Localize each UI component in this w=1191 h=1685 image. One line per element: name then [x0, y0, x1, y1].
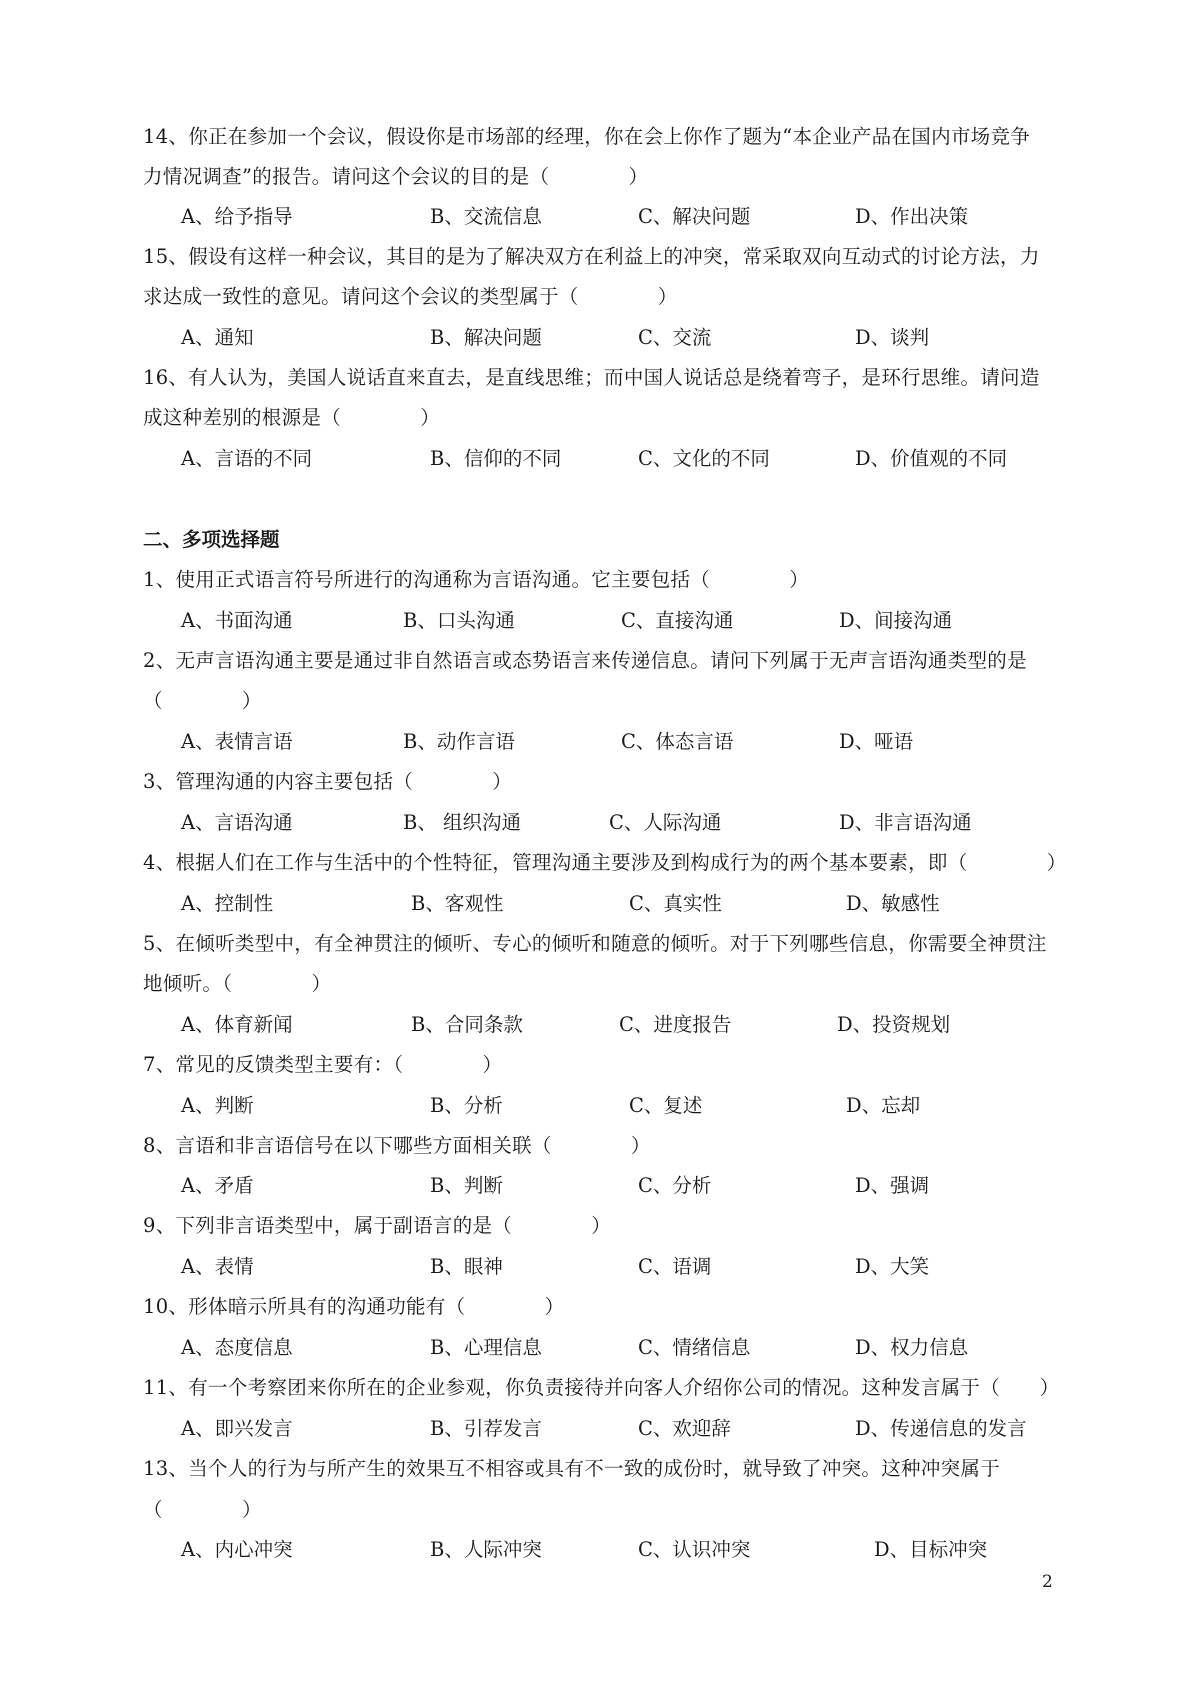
page-number: 2: [1042, 1572, 1053, 1592]
option-c: C、情绪信息: [638, 1336, 751, 1359]
option-b: B、动作言语: [403, 730, 515, 753]
question-14-options: [143, 197, 1063, 237]
question-options: [143, 1086, 1063, 1126]
question-stem: 2、无声言语沟通主要是通过非自然语言或态势语言来传递信息。请问下列属于无声言语沟通类型的是: [143, 649, 1027, 672]
option-d: D、谈判: [855, 326, 930, 349]
option-c: C、欢迎辞: [638, 1417, 731, 1440]
option-a: A、内心冲突: [181, 1538, 293, 1561]
option-b: B、解决问题: [430, 326, 542, 349]
question-stem: 9、下列非言语类型中，属于副语言的是（ ）: [143, 1214, 612, 1237]
option-b: B、眼神: [430, 1255, 503, 1278]
question-14-stem-line-2: 力情况调查”的报告。请问这个会议的目的是（ ）: [143, 165, 649, 188]
question-16-options: [143, 439, 1063, 479]
option-d: D、间接沟通: [839, 609, 953, 632]
option-c: C、人际沟通: [609, 811, 722, 834]
question-16-stem-line-1: 16、有人认为，美国人说话直来直去，是直线思维；而中国人说话总是绕着弯子，是环行思维。请问造: [143, 366, 1040, 389]
option-c: C、文化的不同: [638, 447, 770, 470]
option-a: A、表情: [181, 1255, 254, 1278]
option-a: A、表情言语: [181, 730, 293, 753]
option-b: B、人际冲突: [430, 1538, 542, 1561]
question-stem: 13、当个人的行为与所产生的效果互不相容或具有不一致的成份时，就导致了冲突。这种冲突属于: [143, 1457, 1001, 1480]
option-d: D、价值观的不同: [855, 447, 1008, 470]
question-stem: 10、形体暗示所具有的沟通功能有（ ）: [143, 1295, 565, 1318]
option-b: B、判断: [430, 1174, 503, 1197]
option-a: A、判断: [181, 1094, 254, 1117]
option-a: A、体育新闻: [181, 1013, 293, 1036]
option-c: C、解决问题: [638, 205, 751, 228]
option-d: D、哑语: [839, 730, 914, 753]
option-d: D、权力信息: [855, 1336, 969, 1359]
question-options: [143, 1247, 1063, 1287]
question-stem: 8、言语和非言语信号在以下哪些方面相关联（ ）: [143, 1134, 651, 1157]
option-a: A、通知: [181, 326, 254, 349]
question-stem: 1、使用正式语言符号所进行的沟通称为言语沟通。它主要包括（ ）: [143, 568, 810, 591]
question-options: [143, 1409, 1063, 1449]
option-b: B、交流信息: [430, 205, 542, 228]
option-c: C、直接沟通: [621, 609, 734, 632]
option-c: C、复述: [629, 1094, 703, 1117]
question-15-options: [143, 318, 1063, 358]
option-d: D、投资规划: [837, 1013, 951, 1036]
option-d: D、传递信息的发言: [855, 1417, 1027, 1440]
question-15-stem-line-1: 15、假设有这样一种会议，其目的是为了解决双方在利益上的冲突，常采取双向互动式的讨论方法，力: [143, 245, 1040, 268]
option-c: C、语调: [638, 1255, 712, 1278]
question-options: [143, 1005, 1063, 1045]
option-b: B、信仰的不同: [430, 447, 562, 470]
option-a: A、控制性: [181, 892, 274, 915]
option-d: D、敏感性: [846, 892, 940, 915]
section-title: 二、多项选择题: [143, 528, 280, 551]
question-16-stem-line-2: 成这种差别的根源是（ ）: [143, 406, 441, 429]
option-b: B、引荐发言: [430, 1417, 542, 1440]
option-d: D、大笑: [855, 1255, 930, 1278]
question-options: [143, 803, 1063, 843]
question-options: [143, 1530, 1063, 1570]
question-options: [143, 722, 1063, 762]
question-options: [143, 1328, 1063, 1368]
option-b: B、口头沟通: [403, 609, 515, 632]
option-a: A、言语的不同: [181, 447, 313, 470]
option-d: D、目标冲突: [874, 1538, 988, 1561]
question-stem: 11、有一个考察团来你所在的企业参观，你负责接待并向客人介绍你公司的情况。这种发言属于（ ）: [143, 1376, 1060, 1399]
option-d: D、非言语沟通: [839, 811, 972, 834]
question-options: [143, 1166, 1063, 1206]
option-d: D、强调: [855, 1174, 930, 1197]
option-c: C、进度报告: [619, 1013, 732, 1036]
question-options: [143, 884, 1063, 924]
option-b: B、合同条款: [411, 1013, 523, 1036]
question-stem-line-2: 地倾听。（ ）: [143, 972, 332, 995]
option-d: D、作出决策: [855, 205, 969, 228]
question-stem-line-2: （ ）: [143, 1498, 262, 1521]
option-a: A、给予指导: [181, 205, 293, 228]
option-c: C、认识冲突: [638, 1538, 751, 1561]
option-b: B、心理信息: [430, 1336, 542, 1359]
option-b: B、 组织沟通: [403, 811, 522, 834]
option-a: A、言语沟通: [181, 811, 293, 834]
option-a: A、态度信息: [181, 1336, 293, 1359]
option-a: A、矛盾: [181, 1174, 254, 1197]
option-a: A、即兴发言: [181, 1417, 293, 1440]
option-c: C、真实性: [629, 892, 722, 915]
question-stem: 7、常见的反馈类型主要有：（ ）: [143, 1053, 503, 1076]
question-stem: 4、根据人们在工作与生活中的个性特征，管理沟通主要涉及到构成行为的两个基本要素，即（ ）: [143, 851, 1067, 874]
option-c: C、分析: [638, 1174, 712, 1197]
question-stem: 3、管理沟通的内容主要包括（ ）: [143, 770, 513, 793]
question-14-stem-line-1: 14、你正在参加一个会议，假设你是市场部的经理，你在会上你作了题为“本企业产品在国内市场竞争: [143, 125, 1031, 148]
option-c: C、交流: [638, 326, 712, 349]
question-options: [143, 601, 1063, 641]
option-b: B、分析: [430, 1094, 503, 1117]
option-c: C、体态言语: [621, 730, 734, 753]
option-a: A、书面沟通: [181, 609, 293, 632]
question-15-stem-line-2: 求达成一致性的意见。请问这个会议的类型属于（ ）: [143, 285, 678, 308]
question-stem: 5、在倾听类型中，有全神贯注的倾听、专心的倾听和随意的倾听。对于下列哪些信息，你需要全神贯注: [143, 932, 1047, 955]
option-b: B、客观性: [411, 892, 504, 915]
option-d: D、忘却: [846, 1094, 921, 1117]
question-stem-line-2: （ ）: [143, 689, 262, 712]
